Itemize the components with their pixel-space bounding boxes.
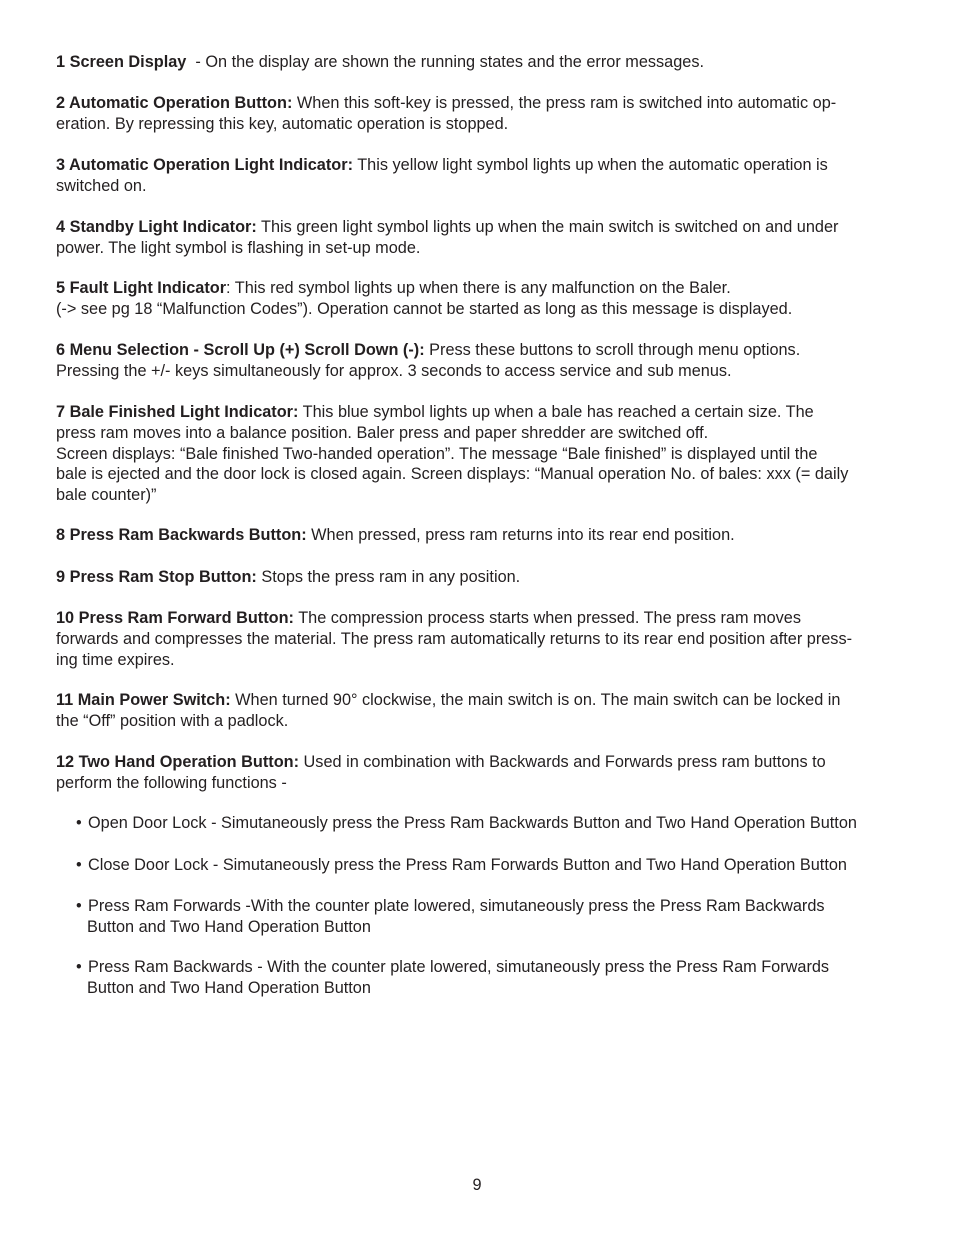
item-text: forwards and compresses the material. The press ram automatically returns to its rear end position after press- xyxy=(56,629,853,648)
item-title: 2 Automatic Operation Button: xyxy=(56,94,293,112)
item-title: 1 Screen Display xyxy=(56,53,187,71)
bullet-close-door-lock xyxy=(76,855,916,876)
item-text: Screen displays: “Bale finished Two-handed operation”. The message “Bale finished” is displayed until the xyxy=(56,444,818,463)
item-title: 10 Press Ram Forward Button: xyxy=(56,609,294,627)
page-number: 9 xyxy=(472,1176,482,1194)
item-automatic-operation-button xyxy=(56,93,906,135)
item-two-hand-operation xyxy=(56,752,906,794)
item-text: This blue symbol lights up when a bale has reached a certain size. The xyxy=(302,403,814,421)
bullet-glyph: • xyxy=(76,814,82,832)
bullet-text: Button and Two Hand Operation Button xyxy=(87,978,371,997)
item-text: power. The light symbol is flashing in set-up mode. xyxy=(56,238,421,257)
bullet-glyph: • xyxy=(76,856,82,874)
bullet-glyph: • xyxy=(76,897,82,915)
item-text: bale is ejected and the door lock is closed again. Screen displays: “Manual operation No. of bales: xxx (= daily xyxy=(56,465,849,484)
item-bale-finished-light xyxy=(56,402,906,506)
bullet-press-ram-forwards xyxy=(76,896,916,938)
item-standby-light xyxy=(56,217,906,259)
item-text: This yellow light symbol lights up when the automatic operation is xyxy=(357,156,828,174)
item-text: When this soft-key is pressed, the press ram is switched into automatic op- xyxy=(296,94,837,112)
bullet-text: Press Ram Forwards -With the counter plate lowered, simutaneously press the Press Ram Backwards xyxy=(88,897,825,915)
item-text: - On the display are shown the running states and the error messages. xyxy=(195,53,705,71)
item-text: ing time expires. xyxy=(56,650,175,669)
item-text: This green light symbol lights up when the main switch is switched on and under xyxy=(261,218,839,236)
item-text: bale counter)” xyxy=(56,486,157,505)
item-text: (-> see pg 18 “Malfunction Codes”). Operation cannot be started as long as this message is displayed. xyxy=(56,299,793,318)
item-text: When turned 90° clockwise, the main switch is on. The main switch can be locked in xyxy=(235,691,841,709)
item-press-ram-forward xyxy=(56,608,906,670)
item-screen-display xyxy=(56,52,906,73)
item-menu-selection xyxy=(56,340,906,382)
item-automatic-operation-light xyxy=(56,155,906,197)
bullet-press-ram-backwards xyxy=(76,957,916,999)
item-text: switched on. xyxy=(56,176,147,195)
item-press-ram-backwards xyxy=(56,525,906,546)
item-title: 8 Press Ram Backwards Button: xyxy=(56,526,307,544)
item-text: Stops the press ram in any position. xyxy=(261,568,521,586)
item-text: : This red symbol lights up when there is any malfunction on the Baler. xyxy=(226,279,731,297)
item-title: 9 Press Ram Stop Button: xyxy=(56,568,257,586)
item-title: 3 Automatic Operation Light Indicator: xyxy=(56,156,353,174)
item-fault-light xyxy=(56,278,906,320)
item-title: 5 Fault Light Indicator xyxy=(56,279,227,297)
item-text: eration. By repressing this key, automatic operation is stopped. xyxy=(56,114,509,133)
item-text: press ram moves into a balance position. Baler press and paper shredder are switched off. xyxy=(56,423,709,442)
item-text: When pressed, press ram returns into its rear end position. xyxy=(311,526,735,544)
item-title: 12 Two Hand Operation Button: xyxy=(56,753,300,771)
bullet-text: Press Ram Backwards - With the counter plate lowered, simutaneously press the Press Ram Forwards xyxy=(88,958,830,976)
item-text: perform the following functions - xyxy=(56,773,287,792)
item-text: the “Off” position with a padlock. xyxy=(56,711,289,730)
bullet-glyph: • xyxy=(76,958,82,976)
item-text: The compression process starts when pressed. The press ram moves xyxy=(298,609,801,627)
item-text: Pressing the +/- keys simultaneously for approx. 3 seconds to access service and sub menus. xyxy=(56,361,732,380)
bullet-text: Close Door Lock - Simutaneously press the Press Ram Forwards Button and Two Hand Operation Button xyxy=(88,856,847,874)
bullet-text: Button and Two Hand Operation Button xyxy=(87,917,371,936)
item-press-ram-stop xyxy=(56,567,906,588)
item-title: 6 Menu Selection - Scroll Up (+) Scroll Down (-): xyxy=(56,341,425,359)
bullet-text: Open Door Lock - Simutaneously press the Press Ram Backwards Button and Two Hand Operation Button xyxy=(88,814,857,832)
item-text: Used in combination with Backwards and Forwards press ram buttons to xyxy=(303,753,826,771)
item-main-power-switch xyxy=(56,690,906,732)
item-title: 7 Bale Finished Light Indicator: xyxy=(56,403,299,421)
bullet-open-door-lock xyxy=(76,813,916,834)
item-text: Press these buttons to scroll through menu options. xyxy=(429,341,801,359)
item-title: 4 Standby Light Indicator: xyxy=(56,218,257,236)
item-title: 11 Main Power Switch: xyxy=(56,691,231,709)
